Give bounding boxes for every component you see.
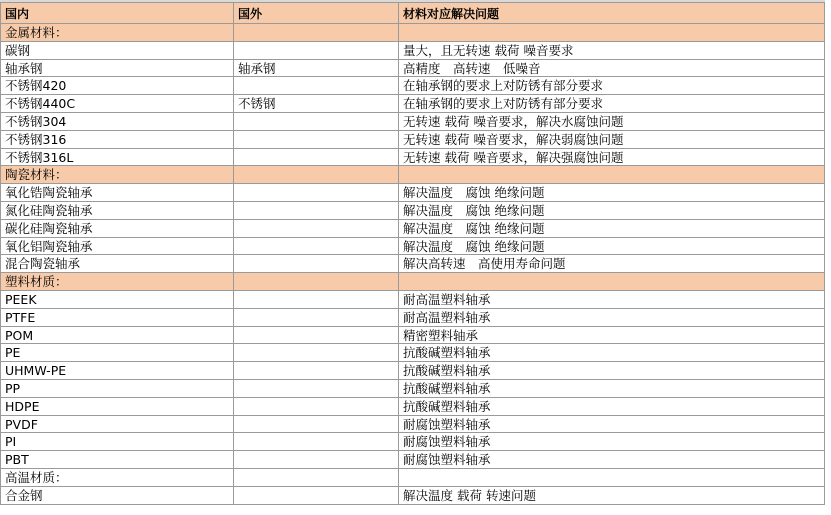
- cell-foreign[interactable]: [234, 77, 399, 95]
- cell-solution[interactable]: 耐高温塑料轴承: [399, 309, 825, 327]
- cell-solution[interactable]: 抗酸碱塑料轴承: [399, 362, 825, 380]
- cell-domestic[interactable]: 碳化硅陶瓷轴承: [0, 220, 234, 238]
- cell-solution[interactable]: [399, 24, 825, 42]
- table-row: [0, 255, 825, 273]
- cell-domestic[interactable]: 高温材质：: [0, 469, 234, 487]
- cell-solution[interactable]: 无转速 载荷 噪音要求，解决水腐蚀问题: [399, 113, 825, 131]
- cell-domestic[interactable]: PI: [0, 433, 234, 451]
- cell-domestic[interactable]: POM: [0, 327, 234, 345]
- table-row: [0, 131, 825, 149]
- cell-domestic[interactable]: 塑料材质：: [0, 273, 234, 291]
- cell-solution[interactable]: 解决温度 腐蚀 绝缘问题: [399, 202, 825, 220]
- table-row: [0, 238, 825, 256]
- cell-domestic[interactable]: 不锈钢420: [0, 77, 234, 95]
- cell-foreign[interactable]: [234, 273, 399, 291]
- cell-domestic[interactable]: 碳钢: [0, 42, 234, 60]
- cell-solution[interactable]: [399, 166, 825, 184]
- table-row: [0, 184, 825, 202]
- cell-foreign[interactable]: [234, 451, 399, 469]
- cell-solution[interactable]: 量大，且无转速 载荷 噪音要求: [399, 42, 825, 60]
- cell-domestic[interactable]: PVDF: [0, 416, 234, 434]
- cell-domestic[interactable]: HDPE: [0, 398, 234, 416]
- cell-solution[interactable]: [399, 273, 825, 291]
- cell-solution[interactable]: [399, 469, 825, 487]
- cell-foreign[interactable]: [234, 255, 399, 273]
- cell-solution[interactable]: 抗酸碱塑料轴承: [399, 380, 825, 398]
- header-cell-domestic[interactable]: 国内: [0, 2, 234, 24]
- cell-foreign[interactable]: [234, 344, 399, 362]
- cell-domestic[interactable]: 氮化硅陶瓷轴承: [0, 202, 234, 220]
- cell-foreign[interactable]: [234, 309, 399, 327]
- cell-domestic[interactable]: 混合陶瓷轴承: [0, 255, 234, 273]
- cell-domestic[interactable]: PE: [0, 344, 234, 362]
- cell-solution[interactable]: 耐高温塑料轴承: [399, 291, 825, 309]
- cell-solution[interactable]: 抗酸碱塑料轴承: [399, 344, 825, 362]
- cell-domestic[interactable]: 不锈钢316: [0, 131, 234, 149]
- cell-solution[interactable]: 解决温度 腐蚀 绝缘问题: [399, 238, 825, 256]
- cell-domestic[interactable]: PEEK: [0, 291, 234, 309]
- header-cell-solution[interactable]: 材料对应解决问题: [399, 2, 825, 24]
- cell-foreign[interactable]: [234, 362, 399, 380]
- cell-domestic[interactable]: PP: [0, 380, 234, 398]
- cell-foreign[interactable]: 轴承钢: [234, 60, 399, 78]
- table-row: [0, 398, 825, 416]
- cell-solution[interactable]: 无转速 载荷 噪音要求，解决弱腐蚀问题: [399, 131, 825, 149]
- table-row: [0, 60, 825, 78]
- cell-solution[interactable]: 高精度 高转速 低噪音: [399, 60, 825, 78]
- cell-foreign[interactable]: [234, 131, 399, 149]
- table-row: [0, 344, 825, 362]
- cell-domestic[interactable]: PBT: [0, 451, 234, 469]
- bottom-edge: [0, 509, 831, 515]
- cell-solution[interactable]: 抗酸碱塑料轴承: [399, 398, 825, 416]
- cell-foreign[interactable]: [234, 433, 399, 451]
- table-row: [0, 469, 825, 487]
- cell-domestic[interactable]: 轴承钢: [0, 60, 234, 78]
- cell-foreign[interactable]: [234, 238, 399, 256]
- cell-foreign[interactable]: [234, 469, 399, 487]
- cell-domestic[interactable]: 不锈钢304: [0, 113, 234, 131]
- table-row: [0, 433, 825, 451]
- cell-foreign[interactable]: [234, 487, 399, 505]
- table-row: [0, 327, 825, 345]
- cell-foreign[interactable]: [234, 113, 399, 131]
- cell-domestic[interactable]: 金属材料：: [0, 24, 234, 42]
- cell-foreign[interactable]: [234, 166, 399, 184]
- cell-domestic[interactable]: 陶瓷材料：: [0, 166, 234, 184]
- cell-domestic[interactable]: 氧化锆陶瓷轴承: [0, 184, 234, 202]
- table-row: [0, 220, 825, 238]
- cell-foreign[interactable]: [234, 380, 399, 398]
- table-row: [0, 149, 825, 167]
- cell-foreign[interactable]: [234, 398, 399, 416]
- cell-solution[interactable]: 耐腐蚀塑料轴承: [399, 416, 825, 434]
- table-row: [0, 113, 825, 131]
- cell-domestic[interactable]: 合金钢: [0, 487, 234, 505]
- right-edge: [825, 0, 831, 515]
- table-row: [0, 42, 825, 60]
- cell-solution[interactable]: 在轴承钢的要求上对防锈有部分要求: [399, 77, 825, 95]
- cell-solution[interactable]: 在轴承钢的要求上对防锈有部分要求: [399, 95, 825, 113]
- table-row: [0, 291, 825, 309]
- table-row: [0, 95, 825, 113]
- section-row: [0, 24, 825, 42]
- table-row: [0, 451, 825, 469]
- table-row: [0, 487, 825, 505]
- cell-solution[interactable]: 无转速 载荷 噪音要求，解决强腐蚀问题: [399, 149, 825, 167]
- header-cell-foreign[interactable]: 国外: [234, 2, 399, 24]
- cell-foreign[interactable]: [234, 416, 399, 434]
- cell-foreign[interactable]: [234, 42, 399, 60]
- table-row: [0, 309, 825, 327]
- cell-foreign[interactable]: [234, 291, 399, 309]
- cell-foreign[interactable]: [234, 202, 399, 220]
- cell-foreign[interactable]: [234, 24, 399, 42]
- cell-solution[interactable]: 解决温度 载荷 转速问题: [399, 487, 825, 505]
- section-row: [0, 273, 825, 291]
- section-row: [0, 166, 825, 184]
- cell-foreign[interactable]: 不锈钢: [234, 95, 399, 113]
- cell-solution[interactable]: 耐腐蚀塑料轴承: [399, 451, 825, 469]
- cell-domestic[interactable]: 不锈钢316L: [0, 149, 234, 167]
- cell-domestic[interactable]: 氧化铝陶瓷轴承: [0, 238, 234, 256]
- table-row: [0, 416, 825, 434]
- cell-foreign[interactable]: [234, 149, 399, 167]
- cell-solution[interactable]: 解决高转速 高使用寿命问题: [399, 255, 825, 273]
- cell-foreign[interactable]: [234, 184, 399, 202]
- table-row: [0, 380, 825, 398]
- table-row: [0, 362, 825, 380]
- cell-solution[interactable]: 耐腐蚀塑料轴承: [399, 433, 825, 451]
- cell-foreign[interactable]: [234, 327, 399, 345]
- cell-solution[interactable]: 解决温度 腐蚀 绝缘问题: [399, 184, 825, 202]
- cell-solution[interactable]: 解决温度 腐蚀 绝缘问题: [399, 220, 825, 238]
- cell-domestic[interactable]: UHMW-PE: [0, 362, 234, 380]
- table-row: [0, 77, 825, 95]
- header-row: [0, 2, 825, 24]
- cell-domestic[interactable]: PTFE: [0, 309, 234, 327]
- cell-solution[interactable]: 精密塑料轴承: [399, 327, 825, 345]
- cell-domestic[interactable]: 不锈钢440C: [0, 95, 234, 113]
- table-row: [0, 202, 825, 220]
- cell-foreign[interactable]: [234, 220, 399, 238]
